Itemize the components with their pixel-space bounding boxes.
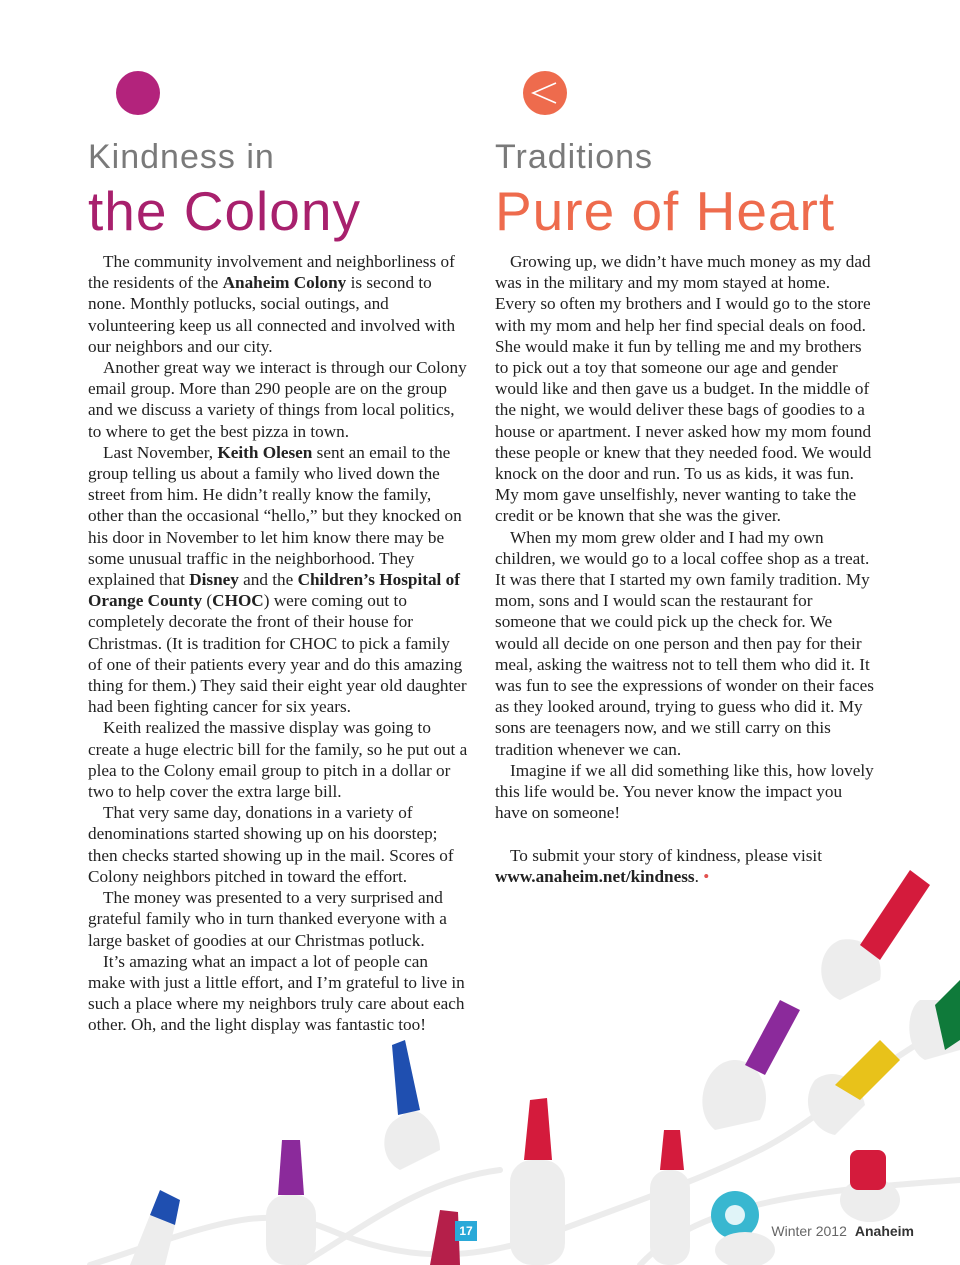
kindness-link[interactable]: www.anaheim.net/kindness [495,866,695,886]
paragraph-text: . [694,866,704,886]
paragraph-text: ( [202,591,213,611]
issue-label: Winter 2012 [771,1223,847,1239]
paragraph-text: It’s amazing what an impact a lot of people can make with just a little effort, and I’m grateful to live in such a place where my neighbors truly care about each other. Oh, and the light display was fantastic too! [88,951,465,1035]
paragraph-text: The community involvement and neighborliness of the residents of the [88,252,455,293]
paragraph-text: Growing up, we didn’t have much money as my dad was in the military and my mom stayed at home. Every so often my brothers and I would go to the store with my mom and help her find special deals on food. She would make it fun by telling me and my brothers to pick out a toy that someone our age and gender would like and then gave us a budget. In the middle of the night, we would deliver these bags of goodies to a house or apartment. I never asked how my mom found these people or knew that they needed food. We would knock on the door and run. To us as kids, it was fun. My mom gave unselfishly, never wanting to take the credit or be known that she was the giver. [495,252,872,526]
end-bullet-icon: • [703,866,710,886]
paragraph-text: and the [238,570,298,590]
paragraph-text: sent an email to the group telling us about a family who lived down the street from him. He didn’t really know the family, other than the occasional “hello,” but they knocked on his door in November to let him know there may be some unusual traffic in the neighborhood. They explained that [88,442,462,590]
paragraph-text: Another great way we interact is through our Colony email group. More than 290 people are on the group and we discuss a variety of things from local politics, to where to get the best pizza in town. [88,358,467,441]
article-headline: Pure of Heart [495,180,836,242]
bold-name: Keith Olesen [217,442,313,462]
footer-issue [771,1221,914,1241]
bold-name: Anaheim Colony [222,273,347,293]
paragraph-text: Imagine if we all did something like this, how lovely this life would be. You never know the impact you have on someone! [495,760,874,823]
paragraph-text: ) were coming out to completely decorate the front of their house for Christmas. (It is tradition for CHOC to pick a family of one of their patients every year and do this amazing thing for them.) They said their eight year old daughter had been fighting cancer for six years. [88,591,467,717]
article-headline: the Colony [88,180,361,242]
paragraph-text: is second to none. Monthly potlucks, social outings, and volunteering keep us all connected and involved with our neighbors and our city. [88,273,456,356]
paragraph-text: Keith realized the massive display was going to create a huge electric bill for the family, so he put out a plea to the Colony email group to pitch in a dollar or two to help cover the extra large bill. [88,718,468,802]
article-kicker: Kindness in [88,138,275,176]
bold-name: Disney [189,570,239,590]
paragraph-text: That very same day, donations in a variety of denominations started showing up on his doorstep; then checks started showing up in the mail. Scores of Colony neighbors pitched in toward the effort. [88,803,454,886]
brand-label: Anaheim [854,1223,914,1239]
paragraph-text: To submit your story of kindness, please visit [510,845,822,865]
paragraph-text: Last November, [103,442,218,462]
bold-name: Children’s Hospital of Orange County [88,570,460,611]
article-kicker: Traditions [495,138,654,176]
page-number: 17 [455,1221,477,1241]
paragraph-text: When my mom grew older and I had my own children, we would go to a local coffee shop as a treat. It was there that I started my own family tradition. My mom, sons and I would scan the restaurant for someone that we could pick up the check for. We would all decide on one person and then pay for their meal, asking the waitress not to tell them who did it. It was fun to see the expressions of wonder on their faces as they looked around, trying to guess who did it. My sons are teenagers now, and we still carry on this tradition whenever we can. [495,527,874,759]
bold-name: CHOC [212,591,264,611]
paragraph-text: The money was presented to a very surprised and grateful family who in turn thanked everyone with a large basket of goodies at our Christmas potluck. [88,888,447,950]
